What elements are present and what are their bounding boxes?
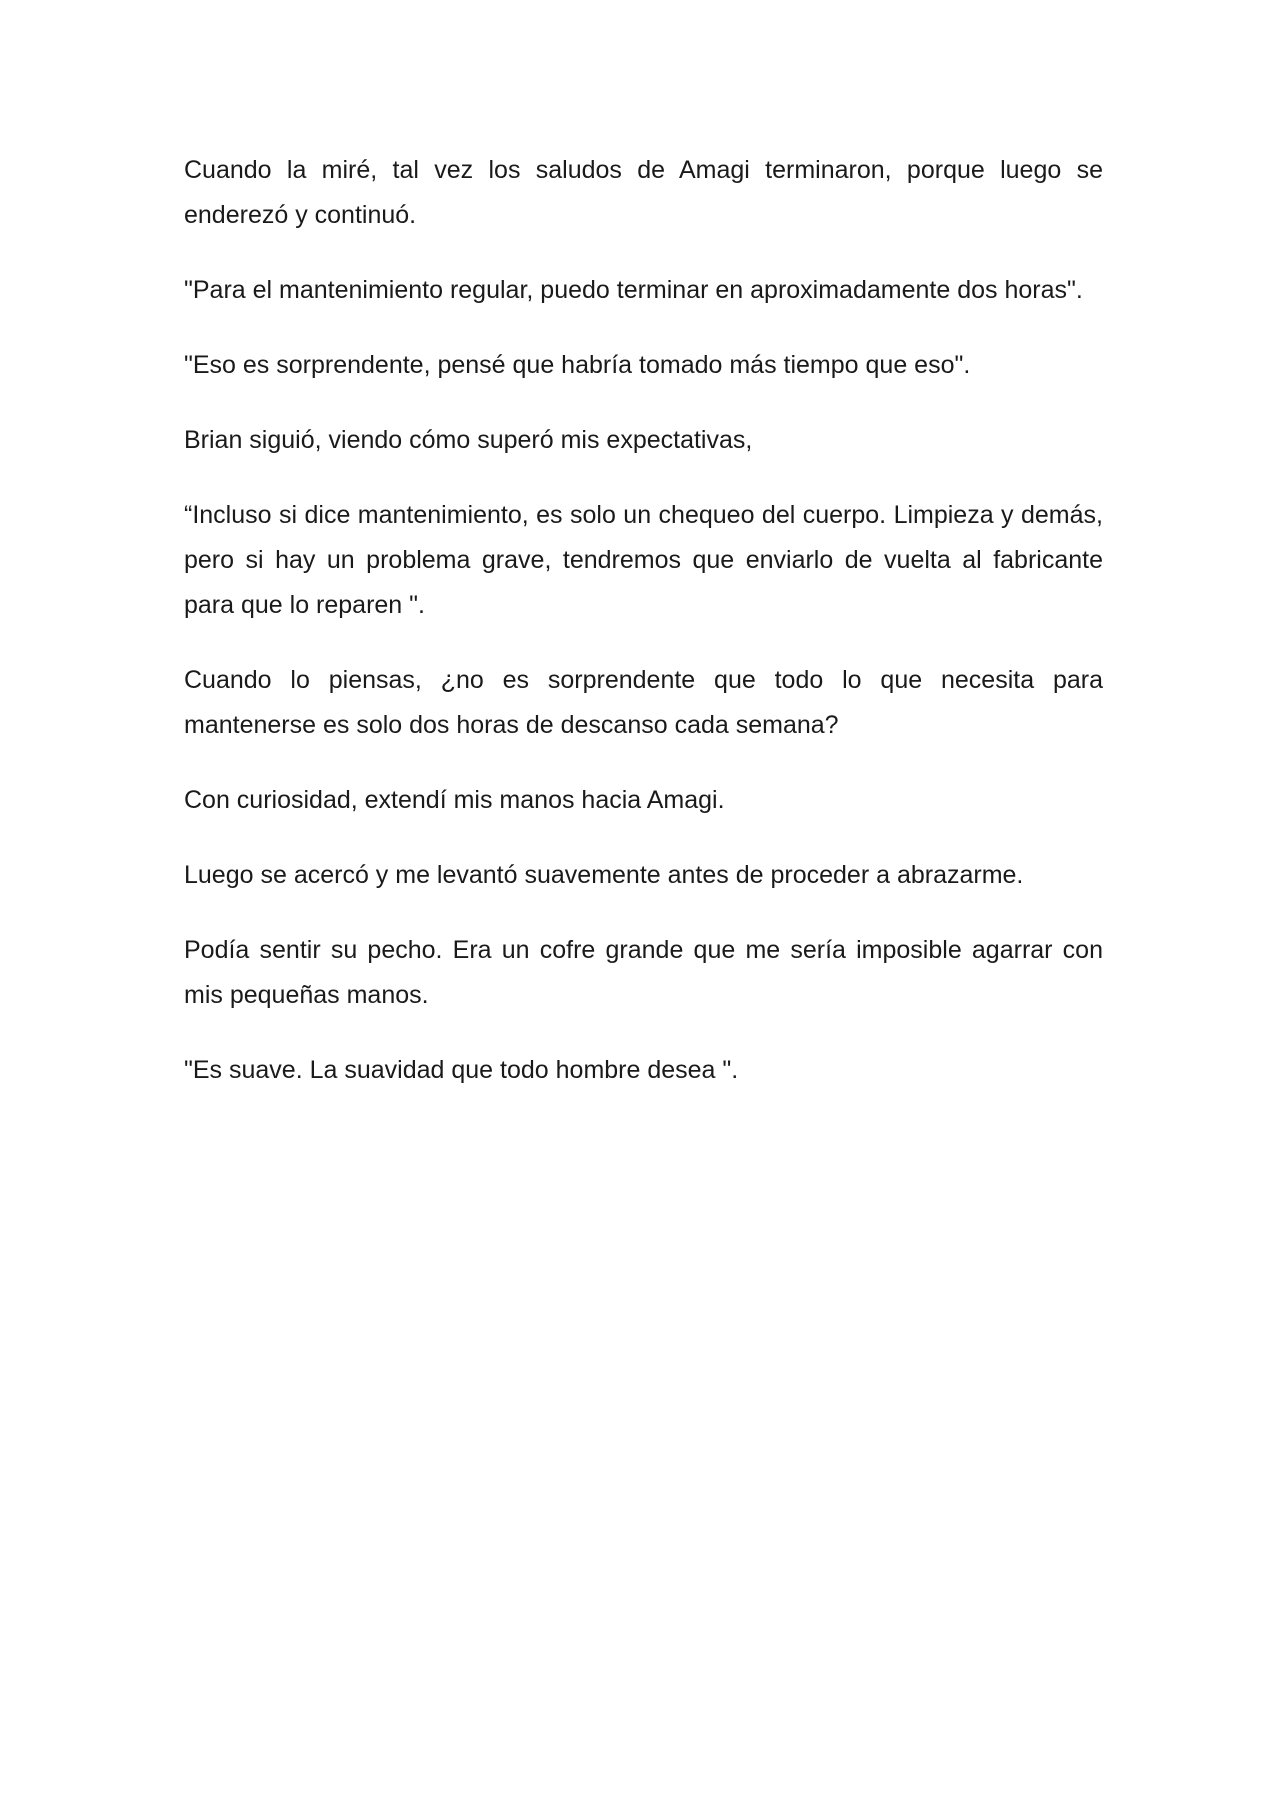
paragraph: Cuando la miré, tal vez los saludos de Amagi terminaron, porque luego se enderezó y continuó. bbox=[184, 156, 1103, 229]
paragraph: “Incluso si dice mantenimiento, es solo un chequeo del cuerpo. Limpieza y demás, pero si hay un problema grave, tendremos que enviarlo de vuelta al fabricante para que lo reparen ". bbox=[184, 501, 1103, 619]
paragraph: "Es suave. La suavidad que todo hombre desea ". bbox=[184, 1056, 739, 1084]
paragraph: Con curiosidad, extendí mis manos hacia Amagi. bbox=[184, 786, 725, 814]
paragraph: Cuando lo piensas, ¿no es sorprendente que todo lo que necesita para mantenerse es solo dos horas de descanso cada semana? bbox=[184, 666, 1103, 739]
paragraph: Brian siguió, viendo cómo superó mis expectativas, bbox=[184, 426, 753, 454]
paragraph: "Eso es sorprendente, pensé que habría tomado más tiempo que eso". bbox=[184, 351, 971, 379]
paragraph: "Para el mantenimiento regular, puedo terminar en aproximadamente dos horas". bbox=[184, 276, 1083, 304]
paragraph: Luego se acercó y me levantó suavemente antes de proceder a abrazarme. bbox=[184, 861, 1024, 889]
paragraph: Podía sentir su pecho. Era un cofre grande que me sería imposible agarrar con mis pequeñas manos. bbox=[184, 936, 1103, 1009]
document-body bbox=[184, 148, 1103, 1123]
